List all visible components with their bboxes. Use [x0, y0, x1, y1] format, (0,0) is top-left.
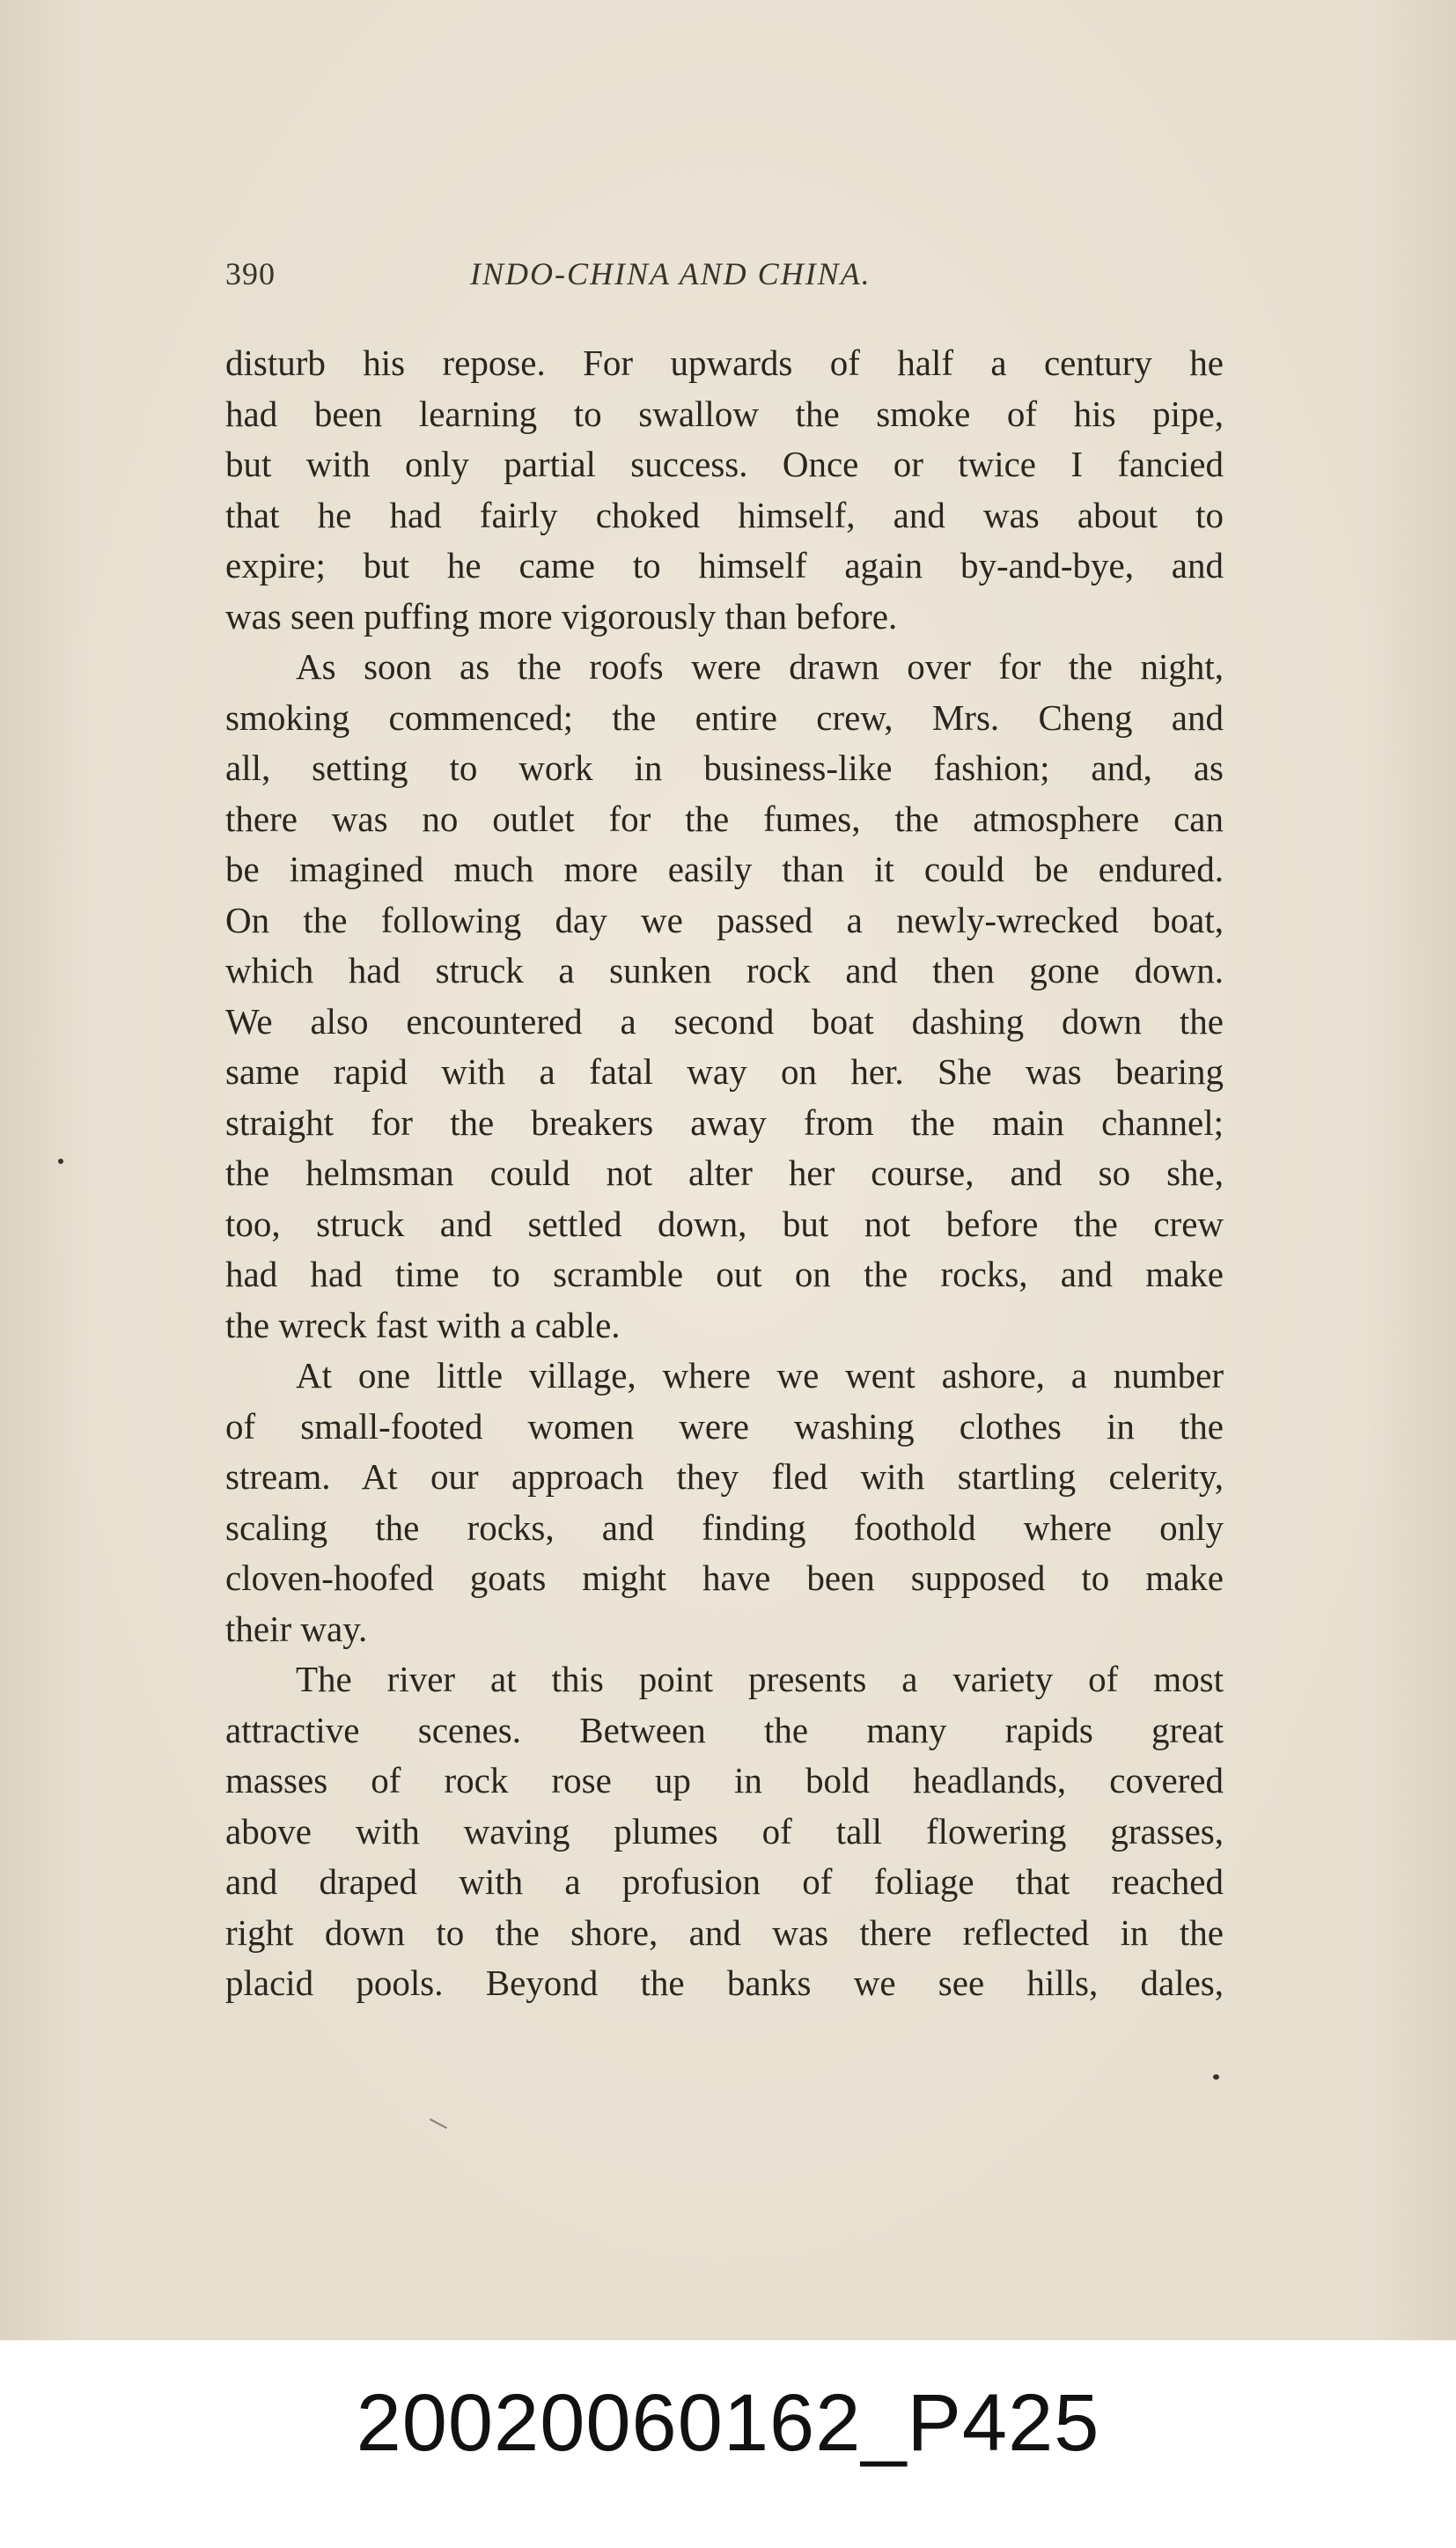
text-line: straight for the breakers away from the main channel;	[225, 1101, 1224, 1143]
text-line: same rapid with a fatal way on her. She was bearing	[225, 1051, 1224, 1092]
text-line: above with waving plumes of tall flowering grasses,	[225, 1810, 1224, 1852]
text-line: all, setting to work in business-like fashion; and, as	[225, 747, 1224, 788]
paragraph-start-line: The river at this point presents a variety of most	[296, 1659, 1224, 1699]
text-line: which had struck a sunken rock and then gone down.	[225, 950, 1224, 990]
paragraph-end-line: was seen puffing more vigorously than before.	[225, 595, 898, 637]
running-head	[225, 255, 1224, 305]
ink-speck	[1213, 2074, 1219, 2080]
text-line: the helmsman could not alter her course, and so she,	[225, 1152, 1224, 1193]
text-line: of small-footed women were washing clothes in the	[225, 1405, 1224, 1447]
text-line: placid pools. Beyond the banks we see hills, dales,	[225, 1963, 1224, 2003]
text-line: attractive scenes. Between the many rapids great	[225, 1709, 1224, 1750]
text-line: and draped with a profusion of foliage that reached	[225, 1861, 1224, 1902]
text-line: but with only partial success. Once or twice I fancied	[225, 444, 1224, 484]
text-line: right down to the shore, and was there reflected in the	[225, 1911, 1224, 1953]
text-line: be imagined much more easily than it could be endured.	[225, 849, 1224, 889]
text-line: scaling the rocks, and finding foothold where only	[225, 1506, 1224, 1548]
text-line: stream. At our approach they fled with startling celerity,	[225, 1456, 1224, 1497]
text-line: We also encountered a second boat dashing down the	[225, 1000, 1224, 1042]
paragraph-end-line: their way.	[225, 1608, 368, 1649]
paragraph-start-line: As soon as the roofs were drawn over for the night,	[296, 646, 1224, 687]
text-line: had had time to scramble out on the rocks, and make	[225, 1254, 1224, 1294]
paragraph-end-line: the wreck fast with a cable.	[225, 1304, 621, 1345]
text-line: cloven-hoofed goats might have been supposed to make	[225, 1558, 1224, 1598]
text-line: had been learning to swallow the smoke of his pipe,	[225, 393, 1224, 434]
text-line: On the following day we passed a newly-wrecked boat,	[225, 899, 1224, 940]
ink-speck	[58, 1159, 63, 1164]
running-title: INDO-CHINA AND CHINA.	[470, 256, 871, 291]
text-line: too, struck and settled down, but not before the crew	[225, 1203, 1224, 1244]
paragraph-start-line: At one little village, where we went ashore, a number	[296, 1355, 1224, 1396]
text-line: disturb his repose. For upwards of half a century he	[225, 342, 1224, 383]
scan-reference-label: 20020060162_P425	[356, 2378, 1100, 2468]
text-line: masses of rock rose up in bold headlands, covered	[225, 1760, 1224, 1801]
text-line: that he had fairly choked himself, and was about to	[225, 494, 1224, 535]
text-line: smoking commenced; the entire crew, Mrs. Cheng and	[225, 696, 1224, 738]
ink-speck	[430, 2118, 447, 2129]
page-number: 390	[225, 256, 276, 291]
text-line: there was no outlet for the fumes, the atmosphere can	[225, 798, 1224, 839]
text-line: expire; but he came to himself again by-and-bye, and	[225, 545, 1224, 585]
body-text	[225, 338, 1224, 2009]
